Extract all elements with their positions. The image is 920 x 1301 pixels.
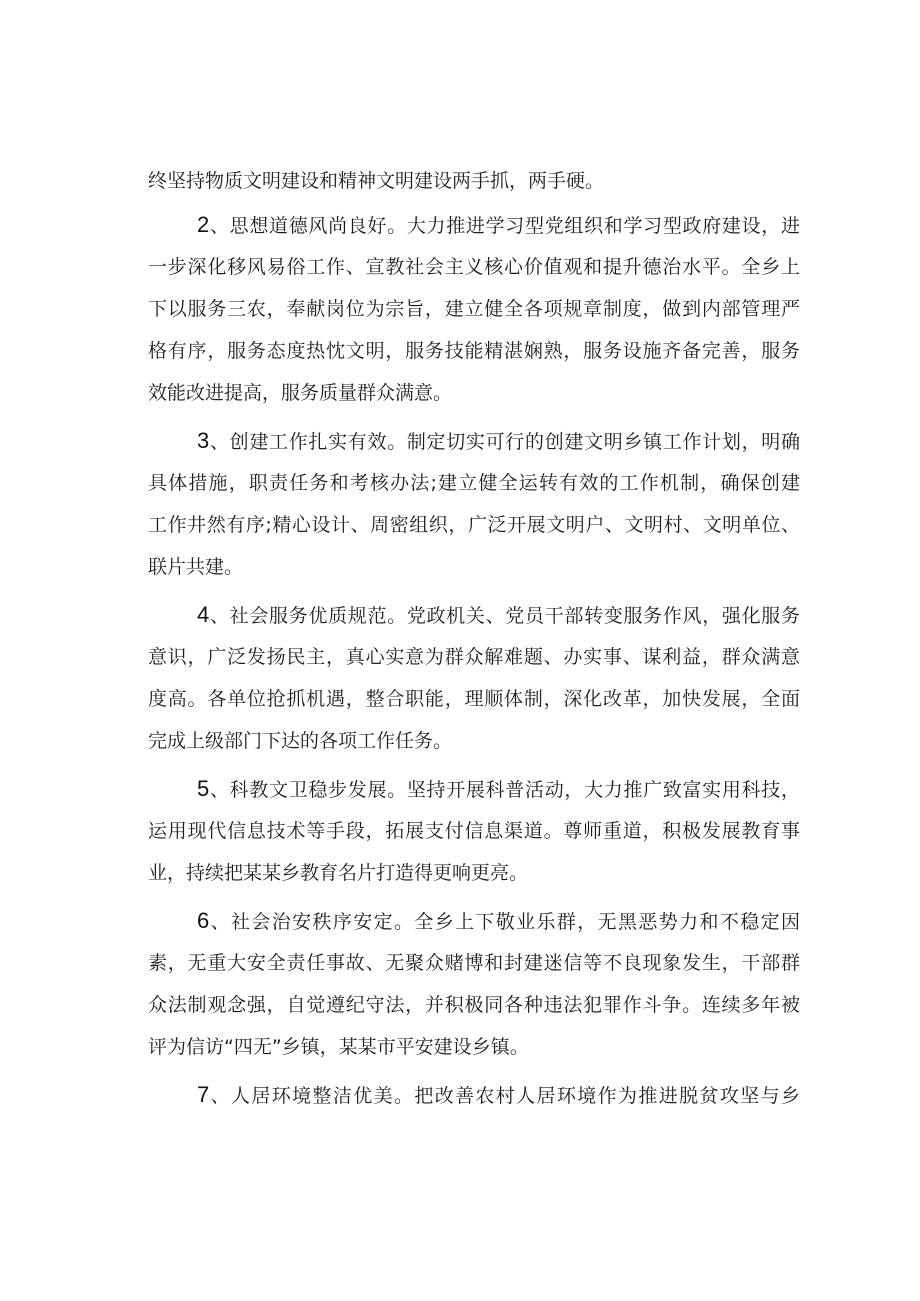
item-number: 5: [197, 776, 210, 801]
text-line: 度高。各单位抢抓机遇，整合职能，理顺体制，深化改革，加快发展，全面: [148, 688, 800, 710]
text-line: 下以服务三农，奉献岗位为宗旨，建立健全各项规章制度，做到内部管理严: [148, 298, 800, 320]
paragraph-6: [148, 900, 800, 1068]
text-line: [148, 420, 800, 462]
paragraph-4: [148, 594, 800, 762]
item-number: 3: [197, 428, 210, 453]
paragraph-7: [148, 1074, 800, 1116]
text-line: 效能改进提高，服务质量群众满意。: [148, 382, 453, 404]
text-line: [148, 768, 800, 810]
text-line: 联片共建。: [148, 556, 244, 578]
text-line: [148, 1074, 800, 1116]
text-line: 完成上级部门下达的各项工作任务。: [148, 730, 453, 752]
text-line: [148, 900, 800, 942]
text-line: 众法制观念强，自觉遵纪守法，并积极同各种违法犯罪作斗争。连续多年被: [148, 994, 800, 1016]
text-line: 素，无重大安全责任事故、无聚众赌博和封建迷信等不良现象发生，干部群: [148, 952, 800, 974]
item-number: 6: [197, 908, 210, 933]
text-line: 意识，广泛发扬民主，真心实意为群众解难题、办实事、谋利益，群众满意: [148, 646, 800, 668]
text-line: 业，持续把某某乡教育名片打造得更响更亮。: [148, 862, 529, 884]
text-line: 终坚持物质文明建设和精神文明建设两手抓，两手硬。: [148, 170, 605, 192]
line-text: 、社会服务优质规范。党政机关、党员干部转变服务作风，强化服务: [209, 605, 800, 627]
text-line: 具体措施，职责任务和考核办法;建立健全运转有效的工作机制，确保创建: [148, 472, 800, 494]
line-text: 、思想道德风尚良好。大力推进学习型党组织和学习型政府建设，进: [209, 215, 800, 237]
document-body: [148, 160, 800, 1116]
text-line: 格有序，服务态度热忱文明，服务技能精湛娴熟，服务设施齐备完善，服务: [148, 340, 800, 362]
text-line: 一步深化移风易俗工作、宣教社会主义核心价值观和提升德治水平。全乡上: [148, 256, 800, 278]
paragraph-3: [148, 420, 800, 588]
line-text: 、人居环境整洁优美。把改善农村人居环境作为推进脱贫攻坚与乡: [209, 1085, 800, 1107]
paragraph-2: [148, 204, 800, 414]
line-text: 、创建工作扎实有效。制定切实可行的创建文明乡镇工作计划，明确: [209, 431, 800, 453]
paragraph-continued: [148, 160, 800, 202]
text-line: [148, 594, 800, 636]
item-number: 2: [197, 212, 210, 237]
text-line: 评为信访“四无”乡镇，某某市平安建设乡镇。: [148, 1036, 529, 1058]
text-line: 工作井然有序;精心设计、周密组织，广泛开展文明户、文明村、文明单位、: [148, 514, 800, 536]
item-number: 7: [197, 1082, 210, 1107]
paragraph-5: [148, 768, 800, 894]
line-text: 、社会治安秩序安定。全乡上下敬业乐群，无黑恶势力和不稳定因: [209, 911, 800, 933]
line-text: 、科教文卫稳步发展。坚持开展科普活动，大力推广致富实用科技，: [209, 779, 800, 801]
text-line: 运用现代信息技术等手段，拓展支付信息渠道。尊师重道，积极发展教育事: [148, 820, 800, 842]
text-line: [148, 204, 800, 246]
item-number: 4: [197, 602, 210, 627]
